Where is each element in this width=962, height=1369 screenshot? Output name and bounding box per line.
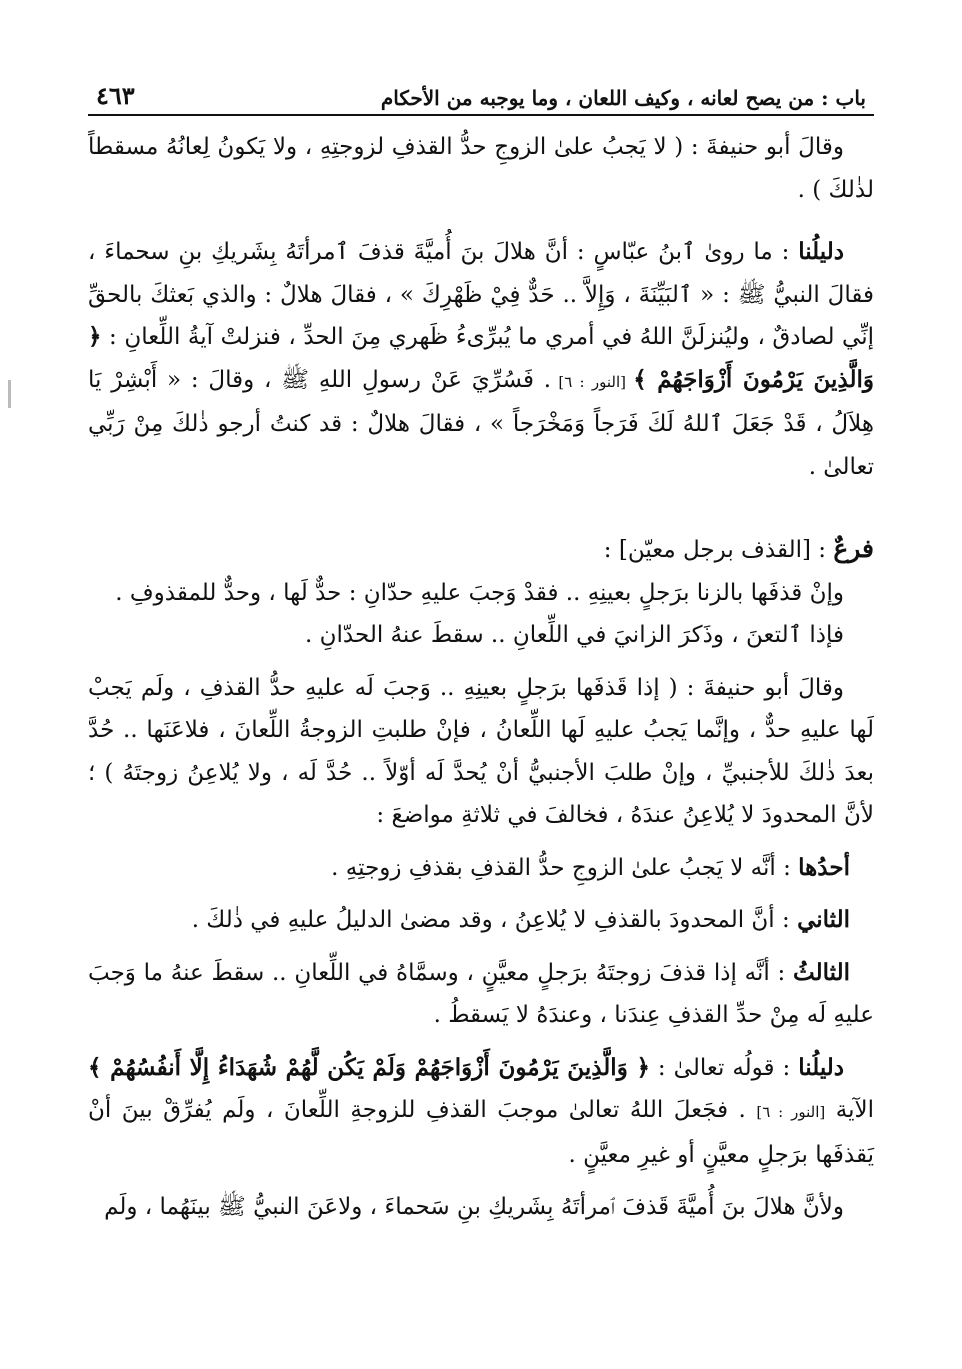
point-label: الثالثُ — [793, 958, 850, 986]
margin-mark — [8, 380, 11, 408]
evidence-label: دليلُنا — [798, 1053, 845, 1081]
paragraph-two-punishments — [88, 572, 874, 615]
paragraph-text: : أنَّه إذا قذفَ زوجتَهُ برَجلٍ معيَّنٍ ، وسمَّاهُ في اللِّعانِ .. سقطَ عنهُ ما وَجبَ عليهِ لَه مِنْ حدِّ القذفِ عِندَنا ، وعندَهُ لا يَسقطُ . — [88, 959, 874, 1028]
point-label: الثاني — [797, 906, 850, 933]
verse-reference: [النور : ٦] — [551, 372, 634, 391]
paragraph-text: : ما روىٰ ٱبنُ عبّاسٍ : أنَّ هلالَ بنَ أُميَّةَ قذفَ ٱمرأتَهُ بِشَريكِ بنِ سحماءَ ، فقالَ النبيُّ ﷺ : « ٱلبَيِّنَةَ ، وَإِلاَّ .. حَدٌّ فِيْ ظَهْرِكَ » ، فقالَ هلالٌ : والذي بَعثكَ بالحقِّ إنِّي لصادقٌ ، وليُنزلَنَّ اللهُ في أمري ما يُبرِّىءُ ظَهري مِنَ الحدِّ ، فنزلتْ آيةُ اللِّعانِ : — [88, 239, 874, 350]
paragraph-text: : أنَّ المحدودَ بالقذفِ لا يُلاعِنُ ، وقد مضىٰ الدليلُ عليهِ في ذٰلكَ . — [191, 907, 798, 933]
paragraph-text: وإنْ قذفَها بالزنا برَجلٍ بعينِهِ .. فقدْ وَجبَ عليهِ حدّانِ : حدٌّ لَها ، وحدٌّ للمقذوفِ . — [115, 579, 844, 606]
page-number: ٤٦٣ — [96, 81, 135, 110]
paragraph-text: الآية — [825, 1097, 874, 1123]
paragraph-text: فإذا ٱلتعنَ ، وذَكرَ الزانيَ في اللِّعانِ .. سقطَ عنهُ الحدّانِ . — [305, 622, 844, 648]
point-third — [88, 952, 874, 1037]
quran-verse: ﴿ وَالَّذِينَ يَرْمُونَ أَزْوَاجَهُمْ وَلَمْ يَكُن لَّهُمْ شُهَدَاءُ إِلَّا أَنفُسُهُمْ ﴾ — [88, 1053, 650, 1081]
point-first — [88, 847, 874, 890]
paragraph-text: : قولُه تعالىٰ : — [649, 1054, 799, 1081]
section-title: : [القذف برجل معيّن] : — [603, 537, 834, 563]
quran-verse: ﴿ وَالَّذِينَ يَرْمُونَ أَزْوَاجَهُمْ ﴾ — [88, 323, 874, 393]
paragraph-text: : أنَّه لا يَجبُ علىٰ الزوجِ حدُّ القذفِ بقذفِ زوجتِهِ . — [331, 854, 799, 881]
paragraph-text: وقالَ أبو حنيفةَ : ( إذا قَذفَها برَجلٍ بعينِهِ .. وَجبَ لَه عليهِ حدُّ القذفِ ، ولَم يَجبْ لَها عليهِ حدٌّ ، وإنَّما يَجبُ عليهِ لَها اللِّعانُ ، فإنْ طلبتِ الزوجةُ اللِّعانَ ، فلاعَنَها .. حُدَّ بعدَ ذٰلكَ للأجنبيِّ ، وإنْ طلبَ الأجنبيُّ أنْ يُحدَّ لَه أوّلاً .. حُدَّ لَه ، ولا يُلاعِنُ زوجتَهُ ) ؛ لأنَّ المحدودَ لا يُلاعِنُ عندَهُ ، فخالفَ في ثلاثةِ مواضعَ : — [88, 674, 874, 828]
verse-reference: [النور : ٦] — [756, 1103, 826, 1121]
section-heading — [88, 528, 874, 572]
paragraph-text: وقالَ أبو حنيفةَ : ( لا يَجبُ علىٰ الزوجِ حدُّ القذفِ لزوجتِهِ ، ولا يَكونُ لِعانُهُ مسقطاً لذٰلكَ ) . — [88, 134, 874, 203]
page-body — [88, 116, 874, 1229]
point-second — [88, 899, 874, 942]
paragraph-abu-hanifa-opinion — [88, 126, 874, 211]
paragraph-abu-hanifa-detail — [88, 667, 874, 837]
chapter-title: باب : من يصح لعانه ، وكيف اللعان ، وما يوجبه من الأحكام — [380, 86, 866, 110]
evidence-label: دليلُنا — [798, 238, 844, 265]
book-page — [88, 72, 874, 1362]
paragraph-text: . فجَعلَ اللهُ تعالىٰ موجبَ القذفِ للزوجةِ اللِّعانَ ، ولَم يُفرِّقْ بينَ أنْ يَقذفَها برَجلٍ معيَّنٍ أو غيرِ معيَّنٍ . — [88, 1097, 874, 1168]
paragraph-hilal-continued — [88, 1186, 874, 1229]
paragraph-evidence-verse — [88, 1047, 874, 1177]
running-header — [88, 72, 874, 116]
paragraph-text: . فَسُرِّيَ عَنْ رسولِ اللهِ ﷺ ، وقالَ : « أَبْشِرْ يَا هِلاَلُ ، قَدْ جَعَلَ ٱللهُ لَكَ فَرَجاً وَمَخْرَجاً » ، فقالَ هلالٌ : قد كنتُ أرجو ذٰلكَ مِنْ رَبِّي تعالىٰ . — [88, 366, 874, 480]
paragraph-lian-removal — [88, 614, 874, 657]
section-label: فرعٌ — [833, 534, 874, 563]
paragraph-text: ولأنَّ هلالَ بنَ أُميَّةَ قَذفَ ٱمرأتَهُ بِشَريكِ بنِ سَحماءَ ، ولاعَنَ النبيُّ ﷺ بينَهُما ، ولَم — [104, 1194, 844, 1220]
point-label: أحدُها — [798, 853, 850, 881]
paragraph-evidence-hadith — [88, 231, 874, 488]
